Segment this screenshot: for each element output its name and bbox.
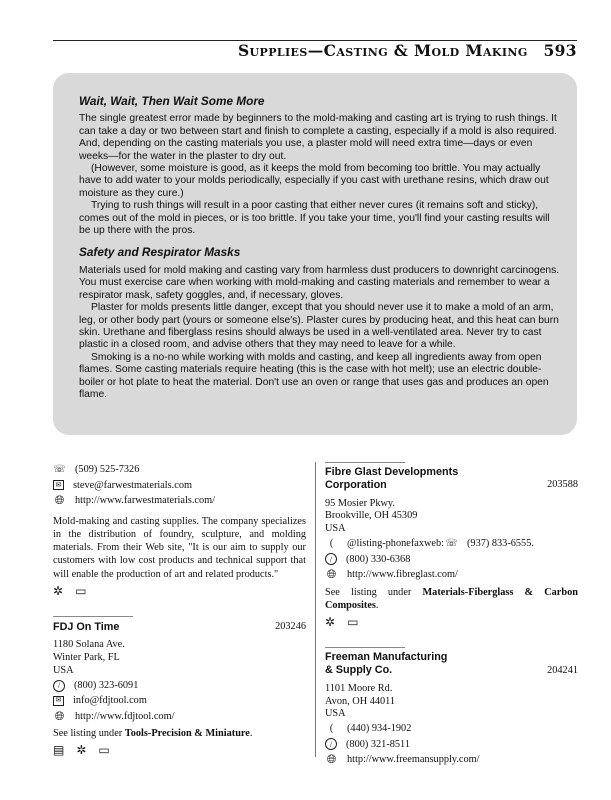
see-listing: See listing under Materials-Fiberglass & Carbon Composites. [325, 586, 578, 611]
running-title: Supplies—Casting & Mold Making [237, 41, 528, 60]
phone-icon: ( [329, 723, 334, 735]
right-column [325, 462, 578, 768]
contact-tollfree [325, 552, 578, 568]
sidebar-paragraph: Plaster for molds presents little danger, except that you should never use it to make a mold of an arm, leg, or other body part (yours or someone else's). Plaster cures by producing heat, and this heat can burn skin. Urethane and fiberglass resins should always be used in a well-ventilated area. Never try to cast plastic in a closed room, and advise others that they may need to leave for a while. [79, 302, 559, 351]
tollfree-icon: / [53, 680, 65, 692]
listing-name: FDJ On Time [53, 620, 120, 633]
web-icon: 🌐︎ [54, 708, 65, 723]
phone-fax-label: @listing-phonefaxweb: [347, 538, 444, 550]
fax-icon: ☏ [445, 538, 458, 550]
address-country: USA [325, 708, 346, 720]
listing-id: 203588 [547, 479, 578, 491]
catalog-badge-icon: ▤ [53, 743, 65, 758]
computer-badge-icon: ▭ [98, 743, 110, 758]
see-listing: See listing under Tools-Precision & Miniature. [53, 728, 253, 740]
email-icon: ✉ [53, 696, 64, 706]
listing-name: Corporation [325, 479, 387, 492]
fax-number: (937) 833-6555. [467, 538, 534, 550]
listing-badges [53, 744, 306, 757]
contact-web [53, 709, 306, 725]
address-line: 1180 Solana Ave. [53, 639, 125, 651]
phone-number: (440) 934-1902 [347, 723, 412, 735]
address-line: Brookville, OH 45309 [325, 510, 418, 522]
listing-badges [325, 616, 578, 629]
contact-web [325, 567, 578, 583]
listing-name: Freeman Manufacturing [325, 651, 448, 664]
see-listing-target[interactable]: Materials-Fiberglass & Carbon Composites [325, 586, 578, 611]
listing-header-freeman [325, 664, 578, 677]
entry-divider [53, 616, 133, 617]
tollfree-icon: / [325, 738, 337, 750]
sidebar-heading-safety: Safety and Respirator Masks [79, 245, 241, 260]
web-icon: 🌐︎ [326, 752, 337, 767]
web-icon: 🌐︎ [54, 493, 65, 508]
entry-divider [325, 647, 405, 648]
contact-phone-fax [325, 536, 578, 552]
globe-badge-icon: ✲ [76, 743, 87, 758]
sidebar-paragraph: Trying to rush things will result in a poor casting that either never cures (it remains soft and sticky), comes out of the mold in pieces, or is too brittle. If you take your time, you'll find your casting results will be up there with the pros. [79, 200, 550, 237]
listing-name: & Supply Co. [325, 664, 393, 677]
email-link[interactable]: steve@farwestmaterials.com [73, 479, 192, 491]
page-number: 593 [543, 41, 577, 60]
contact-email [53, 693, 306, 709]
globe-badge-icon: ✲ [325, 614, 336, 629]
tollfree-number: (800) 321-8511 [346, 738, 410, 750]
address-country: USA [53, 664, 74, 676]
see-listing-target[interactable]: Tools-Precision & Miniature [124, 728, 250, 740]
listing-name: Fibre Glast Developments [325, 466, 459, 478]
tollfree-number: (800) 330-6368 [346, 553, 411, 565]
computer-badge-icon: ▭ [75, 583, 87, 598]
fax-number: (509) 525-7326 [75, 464, 140, 476]
tollfree-icon: / [325, 553, 337, 565]
sidebar-paragraph: The single greatest error made by beginners to the mold-making and casting art is trying to rush things. It can take a day or two between start and finish to complete a casting, especially if a mold is also required. And, depending on the casting materials you use, a plaster mold will need extra time—days or even weeks—for the water in the plaster to dry out. [79, 113, 557, 162]
listing-header-fdj [53, 620, 306, 633]
sidebar-box [53, 73, 577, 435]
tollfree-number: (800) 323-6091 [74, 679, 139, 691]
web-link[interactable]: http://www.fibreglast.com/ [347, 569, 458, 581]
web-icon: 🌐︎ [326, 567, 337, 582]
address-line: 95 Mosier Pkwy. [325, 497, 395, 509]
address-line: Avon, OH 44011 [325, 695, 396, 707]
contact-web [53, 493, 306, 509]
page-header [238, 41, 577, 60]
sidebar-paragraph: Materials used for mold making and casting vary from harmless dust producers to downright carcinogens. You must exercise care when working with mold-making and casting materials and remember to wear a respirator mask, safety goggles, and, if necessary, gloves. [79, 264, 560, 301]
sidebar-paragraph: (However, some moisture is good, as it keeps the mold from becoming too brittle. You may actually have to add water to your molds periodically, especially if you cast with urethane resins, which draw out moisture as they cure.) [79, 163, 549, 199]
fax-icon: ☏ [53, 464, 66, 476]
contact-phone [325, 721, 578, 737]
listing-id: 203246 [275, 621, 306, 633]
entry-divider [325, 462, 405, 463]
computer-badge-icon: ▭ [347, 614, 359, 629]
web-link[interactable]: http://www.fdjtool.com/ [75, 710, 175, 722]
listing-address [325, 683, 578, 721]
sidebar-heading-wait: Wait, Wait, Then Wait Some More [79, 94, 265, 108]
contact-tollfree [325, 737, 578, 753]
contact-tollfree [53, 678, 306, 694]
contact-web [325, 752, 578, 768]
email-icon: ✉ [53, 480, 64, 490]
column-divider [315, 462, 316, 757]
listing-address [325, 498, 578, 536]
phone-icon: ( [329, 538, 334, 550]
address-line: Winter Park, FL [53, 652, 120, 664]
contact-fax [53, 462, 306, 478]
web-link[interactable]: http://www.farwestmaterials.com/ [75, 495, 216, 507]
left-column [53, 462, 306, 758]
sidebar-paragraph: Smoking is a no-no while working with molds and casting, and keep all ingredients away from open flames. Some casting materials require heating (this is the case with hot melt); use an electric double-boiler or hot plate to heat the material. Don't use an oven or range that uses gas and produces an open flame. [79, 351, 549, 400]
address-country: USA [325, 523, 346, 535]
globe-badge-icon: ✲ [53, 583, 64, 598]
listing-header-fibre [325, 478, 578, 491]
address-line: 1101 Moore Rd. [325, 682, 393, 694]
listing-description: Mold-making and casting supplies. The company specializes in the distribution of foundry, sculpture, and molding materials. From their Web site, "It is our aim to supply our customers with low cost products and technical support that will enable the production of art and related products." [53, 515, 306, 580]
listing-address [53, 639, 306, 677]
web-link[interactable]: http://www.freemansupply.com/ [347, 754, 480, 766]
listing-badges [53, 585, 306, 598]
listing-id: 204241 [547, 664, 578, 676]
email-link[interactable]: info@fdjtool.com [73, 695, 147, 707]
contact-email [53, 478, 306, 494]
